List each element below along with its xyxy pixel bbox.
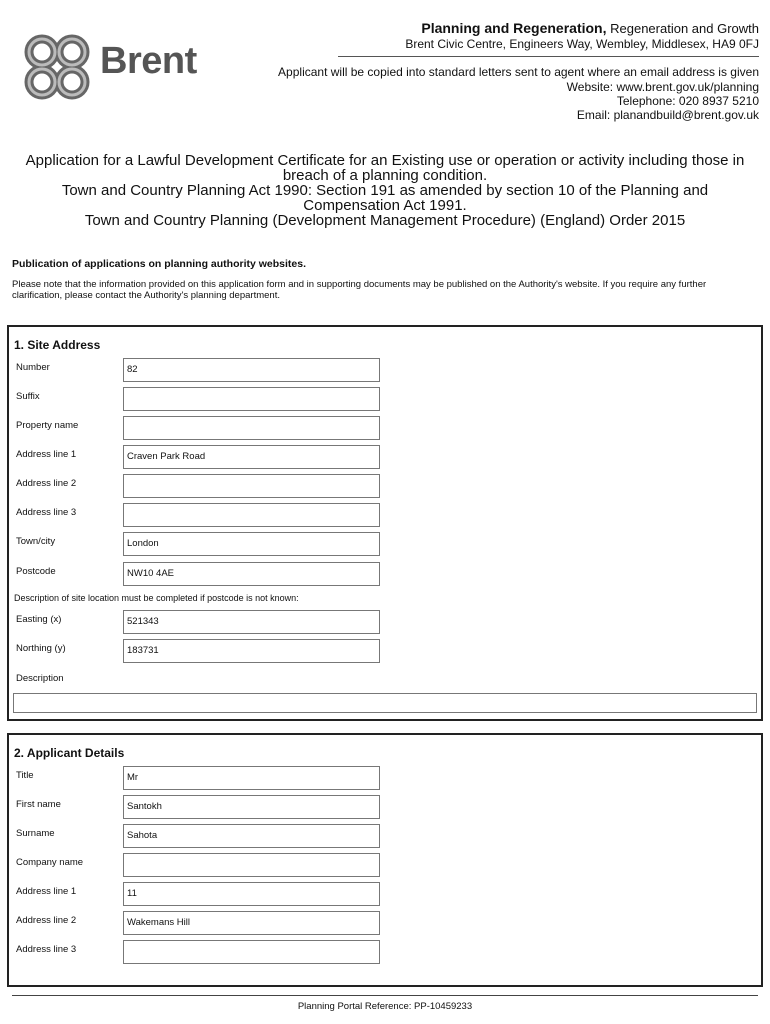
field-label: Address line 3 <box>16 944 77 955</box>
suffix-input[interactable] <box>123 387 380 411</box>
field-label: Company name <box>16 857 84 868</box>
title-line-4: Compensation Act 1991. <box>303 197 467 214</box>
applicant-address-line-2-input[interactable]: Wakemans Hill <box>123 911 380 935</box>
department-division: Regeneration and Growth <box>610 21 759 36</box>
field-label: Title <box>16 770 34 781</box>
title-line-3: Town and Country Planning Act 1990: Section 191 as amended by section 10 of the Planning and <box>61 182 709 199</box>
field-label: Number <box>16 362 50 373</box>
council-address: Brent Civic Centre, Engineers Way, Wembley, Middlesex, HA9 0FJ <box>405 37 759 51</box>
applicant-address-line-3-input[interactable] <box>123 940 380 964</box>
applicant-address-line-1-input[interactable]: 11 <box>123 882 380 906</box>
department-name: Planning and Regeneration, <box>421 20 607 36</box>
company-name-input[interactable] <box>123 853 380 877</box>
easting-input[interactable]: 521343 <box>123 610 380 634</box>
field-label: Surname <box>16 828 55 839</box>
field-label: Address line 2 <box>16 915 77 926</box>
town-city-input[interactable]: London <box>123 532 380 556</box>
agent-notice: Applicant will be copied into standard letters sent to agent where an email address is given <box>278 65 759 79</box>
location-note: Description of site location must be completed if postcode is not known: <box>14 593 299 603</box>
field-label: Property name <box>16 420 79 431</box>
field-label: First name <box>16 799 61 810</box>
title-input[interactable]: Mr <box>123 766 380 790</box>
footer-divider <box>12 995 758 996</box>
field-label: Suffix <box>16 391 40 402</box>
field-label: Town/city <box>16 536 56 547</box>
title-line-5: Town and Country Planning (Development Management Procedure) (England) Order 2015 <box>84 212 686 229</box>
title-line-2: breach of a planning condition. <box>282 167 488 184</box>
section-title: 1. Site Address <box>14 338 101 352</box>
surname-input[interactable]: Sahota <box>123 824 380 848</box>
header-divider <box>338 56 759 57</box>
brent-wordmark: Brent <box>100 40 197 82</box>
field-label: Description <box>16 673 64 684</box>
number-input[interactable]: 82 <box>123 358 380 382</box>
website-line[interactable]: Website: www.brent.gov.uk/planning <box>566 80 759 94</box>
site-address-section <box>7 325 763 721</box>
email-line[interactable]: Email: planandbuild@brent.gov.uk <box>576 108 759 122</box>
field-label: Address line 1 <box>16 886 77 897</box>
form-title <box>8 153 762 228</box>
publication-heading: Publication of applications on planning authority websites. <box>12 258 307 270</box>
title-line-1: Application for a Lawful Development Certificate for an Existing use or operation or activity including those in <box>25 152 745 169</box>
address-line-2-input[interactable] <box>123 474 380 498</box>
section-title: 2. Applicant Details <box>14 746 125 760</box>
portal-reference: Planning Portal Reference: PP-10459233 <box>297 1001 473 1012</box>
field-label: Postcode <box>16 566 56 577</box>
field-label: Address line 3 <box>16 507 77 518</box>
northing-input[interactable]: 183731 <box>123 639 380 663</box>
field-label: Easting (x) <box>16 614 62 625</box>
description-input[interactable] <box>13 693 757 713</box>
postcode-input[interactable]: NW10 4AE <box>123 562 380 586</box>
field-label: Northing (y) <box>16 643 66 654</box>
first-name-input[interactable]: Santokh <box>123 795 380 819</box>
publication-note: Please note that the information provided on this application form and in supporting documents may be published on the Authority's website. If you require any further clarification, please contact the Authority's planning department. <box>12 279 707 301</box>
telephone-line: Telephone: 020 8937 5210 <box>616 94 759 108</box>
department-line <box>421 20 759 36</box>
address-line-3-input[interactable] <box>123 503 380 527</box>
property-name-input[interactable] <box>123 416 380 440</box>
address-line-1-input[interactable]: Craven Park Road <box>123 445 380 469</box>
field-label: Address line 2 <box>16 478 77 489</box>
field-label: Address line 1 <box>16 449 77 460</box>
applicant-details-section <box>7 733 763 987</box>
